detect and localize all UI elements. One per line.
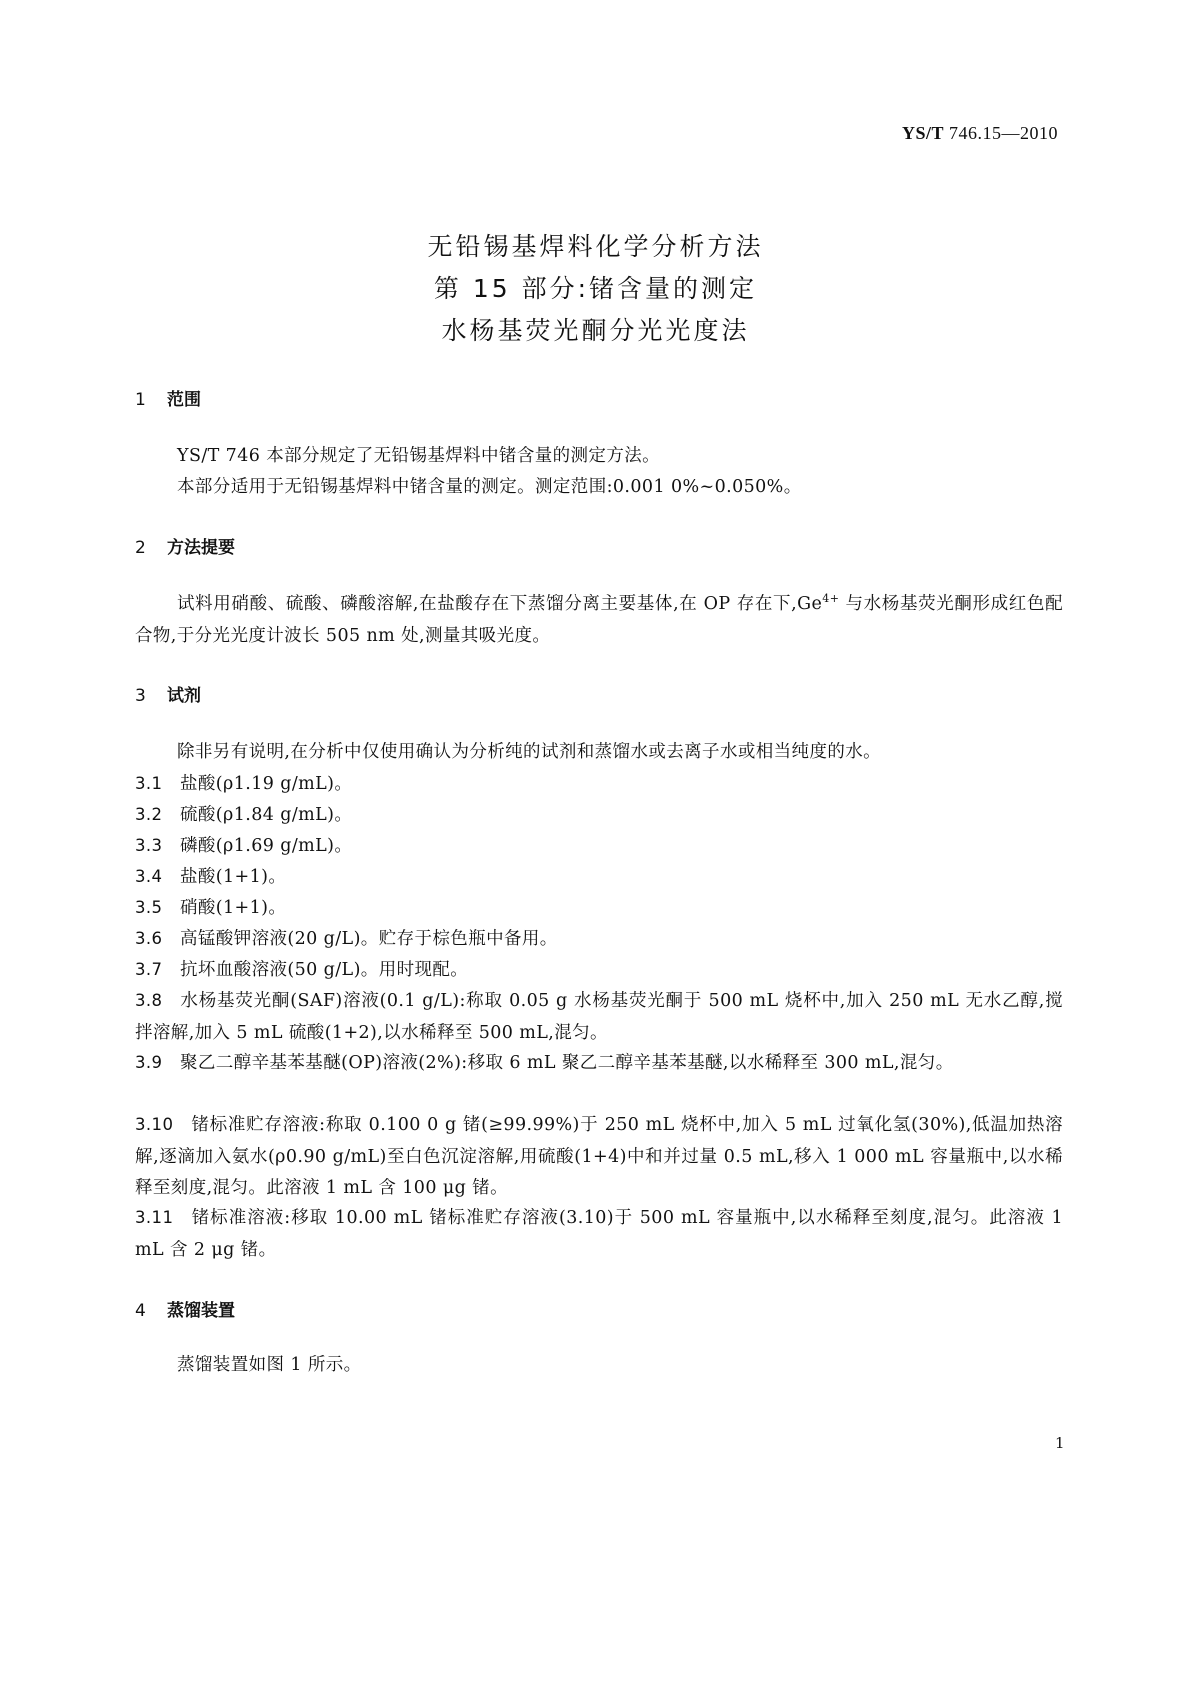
section-3-intro: 除非另有说明,在分析中仅使用确认为分析纯的试剂和蒸馏水或去离子水或相当纯度的水。 bbox=[177, 742, 882, 762]
reagent-item: 3.10 锗标准贮存溶液:称取 0.100 0 g 锗(≥99.99%)于 250 mL 烧杯中,加入 5 mL 过氧化氢(30%),低温加热溶解,逐滴加入氨水(ρ0.90 g/mL)至白色沉淀溶解,用硫酸(1+4)中和并过量 0.5 mL,移入 1 000 mL 容量瓶中,以水稀释至刻度,混匀。此溶液 1 mL 含 100 μg 锗。 bbox=[135, 1115, 1063, 1198]
reagent-item: 3.7 抗坏血酸溶液(50 g/L)。用时现配。 bbox=[135, 960, 469, 980]
reagent-item: 3.9 聚乙二醇辛基苯基醚(OP)溶液(2%):移取 6 mL 聚乙二醇辛基苯基醚,以水稀释至 300 mL,混匀。 bbox=[135, 1053, 954, 1073]
reagent-item: 3.2 硫酸(ρ1.84 g/mL)。 bbox=[135, 805, 353, 825]
reagent-item: 3.6 高锰酸钾溶液(20 g/L)。贮存于棕色瓶中备用。 bbox=[135, 929, 558, 949]
section-4-para-1: 蒸馏装置如图 1 所示。 bbox=[177, 1355, 362, 1375]
document-title bbox=[0, 226, 1191, 352]
title-line-2: 第 15 部分:锗含量的测定 bbox=[433, 274, 758, 303]
section-2-heading: 2 方法提要 bbox=[135, 538, 235, 558]
section-2-para-1: 试料用硝酸、硫酸、磷酸溶解,在盐酸存在下蒸馏分离主要基体,在 OP 存在下$,Ge^{4+}$ 与水杨基荧光酮形成红色配合物,于分光光度计波长 505 nm 处,测量其吸光度。 bbox=[135, 592, 1063, 646]
page-number: 1 bbox=[1055, 1434, 1065, 1452]
reagent-item: 3.11 锗标准溶液:移取 10.00 mL 锗标准贮存溶液(3.10)于 500 mL 容量瓶中,以水稀释至刻度,混匀。此溶液 1 mL 含 2 μg 锗。 bbox=[135, 1208, 1063, 1260]
section-1-heading: 1 范围 bbox=[135, 390, 201, 410]
title-line-1: 无铅锡基焊料化学分析方法 bbox=[427, 232, 764, 261]
reagent-item: 3.3 磷酸(ρ1.69 g/mL)。 bbox=[135, 836, 353, 856]
section-1-para-2: 本部分适用于无铅锡基焊料中锗含量的测定。测定范围:0.001 0%~0.050%。 bbox=[177, 477, 802, 497]
section-4-heading: 4 蒸馏装置 bbox=[135, 1301, 235, 1321]
reagent-item: 3.4 盐酸(1+1)。 bbox=[135, 867, 287, 887]
section-3-heading: 3 试剂 bbox=[135, 686, 201, 706]
reagent-item: 3.5 硝酸(1+1)。 bbox=[135, 898, 287, 918]
standard-code: YS/T 746.15—2010 bbox=[901, 123, 1058, 143]
reagent-item: 3.8 水杨基荧光酮(SAF)溶液(0.1 g/L):称取 0.05 g 水杨基荧光酮于 500 mL 烧杯中,加入 250 mL 无水乙醇,搅拌溶解,加入 5 mL 硫酸(1+2),以水稀释至 500 mL,混匀。 bbox=[135, 991, 1063, 1043]
title-line-3: 水杨基荧光酮分光光度法 bbox=[441, 316, 750, 345]
section-1-para-1: YS/T 746 本部分规定了无铅锡基焊料中锗含量的测定方法。 bbox=[177, 446, 661, 466]
reagent-item: 3.1 盐酸(ρ1.19 g/mL)。 bbox=[135, 774, 353, 794]
